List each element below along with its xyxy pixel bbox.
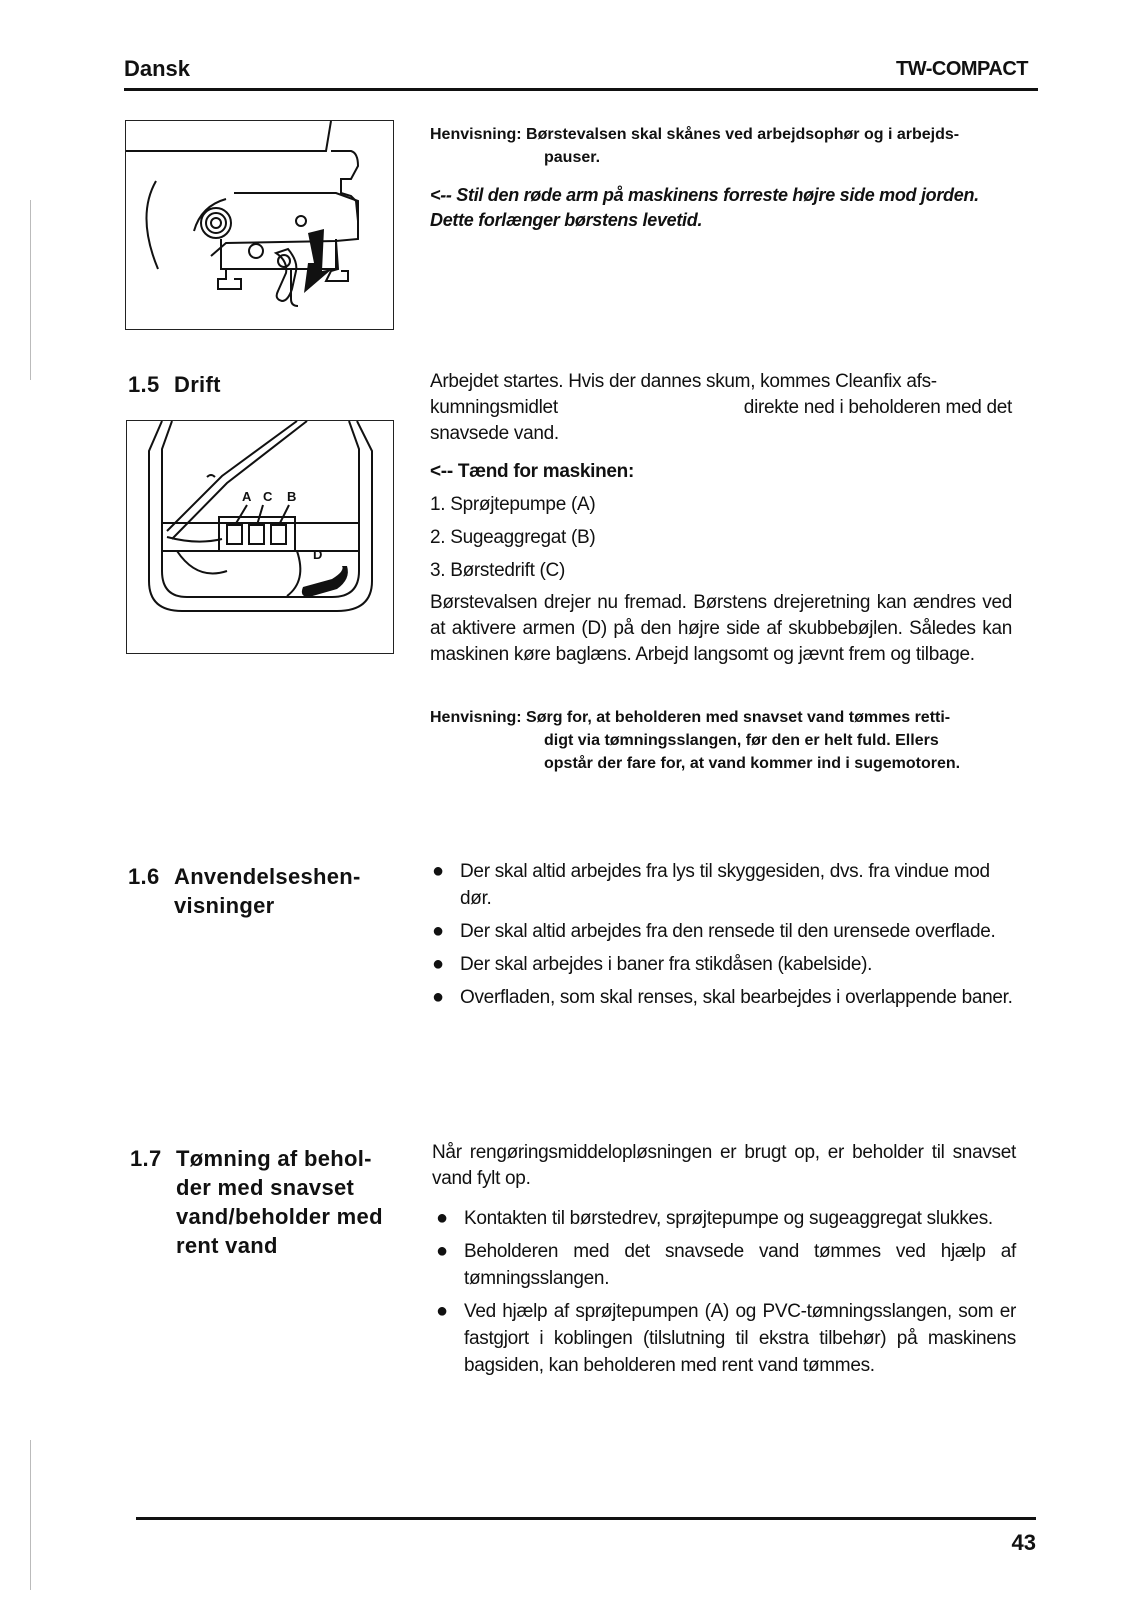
switch-on-heading: <-- Tænd for maskinen: (430, 461, 635, 482)
instruction-line2: Dette forlænger børstens levetid. (430, 210, 703, 230)
list-item: ● Kontakten til børstedrev, sprøjtepumpe og sugeaggregat slukkes. (432, 1205, 1016, 1232)
figure-control-panel (126, 420, 394, 654)
section-title-line2: visninger (174, 893, 275, 918)
brush-arm-illustration (126, 121, 393, 329)
list-item: ● Der skal altid arbejdes fra den rensede til den urensede overflade. (428, 918, 1014, 945)
drift-intro-line3: snavsede vand. (430, 423, 559, 444)
list-item: ● Overfladen, som skal renses, skal bearbejdes i overlappende baner. (428, 984, 1014, 1011)
control-panel-illustration (127, 421, 393, 653)
bullet-icon: ● (432, 953, 444, 975)
footer-divider (136, 1517, 1036, 1520)
section-title-line1: Anvendelseshen- (174, 864, 361, 889)
list-item: ● Beholderen med det snavsede vand tømmes ved hjælp af tømningsslangen. (436, 1240, 1016, 1289)
section-title-line4: rent vand (176, 1233, 278, 1258)
note-text-line1: Børstevalsen skal skånes ved arbejdsophør og i arbejds- (526, 126, 960, 143)
note-brush-care (430, 123, 1030, 169)
bullet-icon: ● (432, 920, 444, 942)
header-language: Dansk (124, 56, 191, 81)
scan-margin-mark (30, 1440, 31, 1590)
step-1: 1. Sprøjtepumpe (A) (430, 494, 596, 515)
section-number: 1.5 (128, 372, 160, 397)
note-empty-tank (430, 706, 1030, 775)
bullet-icon: ● (436, 1300, 448, 1322)
note-label: Henvisning: (430, 126, 522, 143)
note-text-line2: pauser. (544, 149, 601, 166)
label-d: D (313, 547, 323, 562)
list-item: ● Der skal altid arbejdes fra lys til skyggesiden, dvs. fra vindue mod dør. (432, 860, 990, 909)
bullet-icon: ● (436, 1240, 448, 1262)
emptying-steps-list (432, 1205, 1016, 1385)
drift-intro-line2b: direkte ned i beholderen med det (743, 397, 1012, 418)
list-item: ● Ved hjælp af sprøjtepumpen (A) og PVC-tømningsslangen, som er fastgjort i koblingen (tilslutning til ekstra tilbehør) på maskinens bagsiden, kan beholderen med rent vand tømmes. (436, 1300, 1016, 1376)
drift-intro (430, 369, 1012, 447)
note-label: Henvisning: (430, 709, 522, 726)
bullet-icon: ● (432, 860, 444, 882)
note-line2: digt via tømningsslangen, før den er helt fuld. Ellers (544, 732, 939, 749)
section-title-line3: vand/beholder med (176, 1204, 383, 1229)
drift-intro-line2 (430, 395, 1012, 421)
emptying-intro: Når rengøringsmiddelopløsningen er brugt op, er beholder til snavset vand fylt op. (432, 1142, 1016, 1189)
scan-margin-mark (30, 200, 31, 380)
page-number: 43 (1011, 1530, 1036, 1555)
section-title-line1: Tømning af behol- (176, 1146, 372, 1171)
instruction-red-arm (430, 183, 1050, 233)
figure-brush-arm (125, 120, 394, 330)
section-1-7-title (130, 1144, 383, 1260)
label-c: C (263, 489, 273, 504)
label-a: A (242, 489, 252, 504)
drift-intro-line1: Arbejdet startes. Hvis der dannes skum, kommes Cleanfix afs- (430, 371, 937, 392)
label-b: B (287, 489, 297, 504)
step-3: 3. Børstedrift (C) (430, 560, 566, 581)
section-1-6-title (128, 862, 361, 920)
drift-paragraph: Børstevalsen drejer nu fremad. Børstens drejeretning kan ændres ved at aktivere armen (D) på den højre side af skubbebøjlen. Således kan maskinen køre baglæns. Arbejd langsomt og jævnt frem og tilbage. (430, 592, 1012, 665)
step-2: 2. Sugeaggregat (B) (430, 527, 596, 548)
bullet-icon: ● (436, 1207, 448, 1229)
usage-guidelines-list (428, 858, 1014, 1017)
bullet-icon: ● (432, 986, 444, 1008)
note-line1: Sørg for, at beholderen med snavset vand tømmes retti- (526, 709, 951, 726)
drift-intro-line2a: kumningsmidlet (430, 397, 558, 418)
section-number: 1.6 (128, 864, 160, 889)
lever-d-icon (302, 566, 348, 597)
direction-arrow-icon (304, 229, 332, 293)
instruction-line1: <-- Stil den røde arm på maskinens forreste højre side mod jorden. (430, 185, 979, 205)
section-number: 1.7 (130, 1146, 162, 1171)
section-title-line2: der med snavset (176, 1175, 355, 1200)
section-title-text: Drift (174, 372, 221, 397)
header-model: TW-COMPACT (896, 58, 1028, 80)
section-1-5-title (128, 370, 221, 399)
note-line3: opstår der fare for, at vand kommer ind i sugemotoren. (544, 755, 961, 772)
header-divider (124, 88, 1038, 91)
list-item: ● Der skal arbejdes i baner fra stikdåsen (kabelside). (428, 951, 1014, 978)
